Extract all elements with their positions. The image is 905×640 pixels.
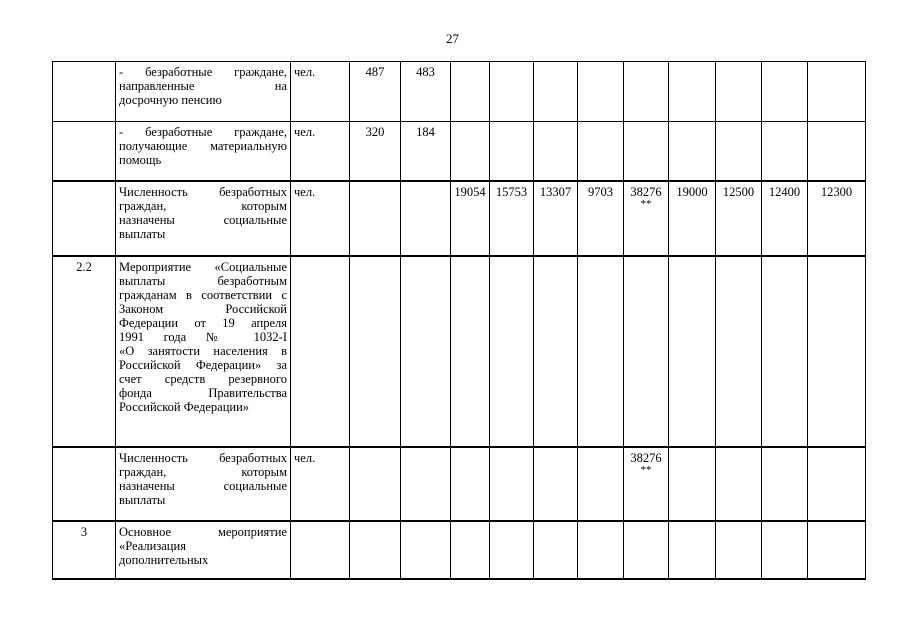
- value-cell: [624, 62, 669, 122]
- row-number-cell: 2.2: [53, 256, 116, 447]
- unit-cell: чел.: [291, 122, 350, 181]
- description-cell: [116, 62, 291, 122]
- value-text: 13307: [539, 184, 572, 199]
- description-line: назначены социальные: [119, 478, 287, 493]
- value-cell: [578, 62, 624, 122]
- row-number-cell: [53, 62, 116, 122]
- value-cell: [451, 181, 490, 256]
- value-cell: [401, 521, 451, 579]
- value-cell: [578, 181, 624, 256]
- description-line: «О занятости населения в: [119, 343, 287, 358]
- value-cell: [808, 62, 866, 122]
- value-cell: [762, 62, 808, 122]
- unit-cell: [291, 521, 350, 579]
- value-cell: [808, 521, 866, 579]
- description-line: гражданам в соответствии с: [119, 287, 287, 302]
- value-cell: [808, 122, 866, 181]
- value-text: 12400: [768, 184, 801, 199]
- description-line: - безработные граждане,: [119, 65, 287, 79]
- description-line: выплаты: [119, 492, 166, 507]
- value-text: 38276: [630, 184, 662, 199]
- program-table: [52, 61, 866, 580]
- description-line: Российской Федерации»: [119, 399, 250, 414]
- description-line: Законом Российской: [119, 301, 287, 316]
- value-cell: [451, 62, 490, 122]
- value-cell: [490, 62, 534, 122]
- value-cell: [451, 447, 490, 521]
- value-cell: [451, 122, 490, 181]
- description-line: Федерации от 19 апреля: [119, 315, 287, 330]
- value-cell: [350, 256, 401, 447]
- value-cell: [716, 521, 762, 579]
- description-line: выплаты: [119, 226, 166, 241]
- value-cell: [534, 256, 578, 447]
- description-line: выплаты безработным: [119, 273, 287, 288]
- description-line: «Реализация: [119, 538, 186, 553]
- description-cell: [116, 521, 291, 579]
- table-row: [53, 256, 866, 447]
- value-cell: [490, 521, 534, 579]
- value-cell: [350, 62, 401, 122]
- description-line: направленные на: [119, 79, 287, 93]
- value-cell: [762, 122, 808, 181]
- value-cell: [716, 447, 762, 521]
- value-cell: [534, 447, 578, 521]
- value-text: 184: [416, 125, 435, 139]
- value-cell: [534, 122, 578, 181]
- value-cell: [350, 447, 401, 521]
- value-text: 9703: [588, 184, 613, 199]
- table-row: [53, 181, 866, 256]
- description-line: дополнительных: [119, 552, 209, 567]
- value-cell: [401, 62, 451, 122]
- unit-cell: чел.: [291, 62, 350, 122]
- unit-cell: чел.: [291, 181, 350, 256]
- value-cell: [578, 447, 624, 521]
- description-cell: [116, 256, 291, 447]
- description-line: Мероприятие «Социальные: [119, 259, 287, 274]
- unit-cell: чел.: [291, 447, 350, 521]
- table-row: [53, 447, 866, 521]
- value-text: 320: [365, 125, 385, 139]
- value-cell: [401, 122, 451, 181]
- value-cell: [762, 447, 808, 521]
- value-cell: [451, 521, 490, 579]
- value-cell: [624, 181, 669, 256]
- value-cell: [534, 62, 578, 122]
- description-line: граждан, которым: [119, 464, 287, 479]
- value-cell: [401, 256, 451, 447]
- value-cell: [451, 256, 490, 447]
- unit-cell: [291, 256, 350, 447]
- value-text: 38276: [630, 450, 662, 465]
- description-line: - безработные граждане,: [119, 125, 287, 139]
- value-cell: [490, 256, 534, 447]
- row-number-cell: [53, 181, 116, 256]
- value-cell: [624, 256, 669, 447]
- description-line: фонда Правительства: [119, 385, 287, 400]
- description-line: назначены социальные: [119, 212, 287, 227]
- table-row: [53, 122, 866, 181]
- value-cell: [490, 447, 534, 521]
- value-cell: [669, 521, 716, 579]
- value-cell: [578, 256, 624, 447]
- value-cell: [669, 256, 716, 447]
- value-cell: [534, 521, 578, 579]
- value-cell: [808, 181, 866, 256]
- description-cell: [116, 122, 291, 181]
- value-cell: [578, 122, 624, 181]
- description-line: помощь: [119, 153, 162, 167]
- value-cell: [624, 521, 669, 579]
- table-body: [53, 62, 866, 579]
- description-cell: [116, 181, 291, 256]
- value-text: 483: [416, 65, 435, 79]
- value-cell: [669, 122, 716, 181]
- value-cell: [762, 181, 808, 256]
- value-text: 19054: [454, 184, 486, 199]
- description-cell: [116, 447, 291, 521]
- value-cell: [350, 122, 401, 181]
- value-cell: [716, 181, 762, 256]
- description-line: Численность безработных: [119, 450, 287, 465]
- description-line: граждан, которым: [119, 198, 287, 213]
- value-cell: [762, 256, 808, 447]
- value-cell: [669, 447, 716, 521]
- page-number: 27: [446, 31, 459, 46]
- value-text: 15753: [495, 184, 528, 199]
- value-text: 12500: [722, 184, 755, 199]
- description-line: счет средств резервного: [119, 371, 287, 386]
- value-cell: [808, 256, 866, 447]
- value-text: 19000: [676, 184, 708, 199]
- value-cell: [624, 447, 669, 521]
- value-cell: [401, 447, 451, 521]
- description-line: Основное мероприятие: [119, 524, 287, 539]
- value-cell: [578, 521, 624, 579]
- description-line: 1991 года № 1032-I: [119, 329, 287, 344]
- row-number-cell: [53, 447, 116, 521]
- value-cell: [669, 62, 716, 122]
- value-cell: [716, 122, 762, 181]
- description-line: получающие материальную: [119, 139, 287, 153]
- footnote-mark: **: [640, 197, 652, 210]
- footnote-mark: **: [640, 463, 652, 476]
- value-cell: [624, 122, 669, 181]
- row-number-cell: 3: [53, 521, 116, 579]
- value-cell: [762, 521, 808, 579]
- value-cell: [490, 122, 534, 181]
- value-cell: [350, 521, 401, 579]
- table-row: [53, 521, 866, 579]
- description-line: досрочную пенсию: [119, 93, 222, 107]
- value-cell: [350, 181, 401, 256]
- value-cell: [490, 181, 534, 256]
- value-text: 12300: [820, 184, 853, 199]
- description-line: Численность безработных: [119, 184, 287, 199]
- value-text: 487: [365, 65, 385, 79]
- description-line: Российской Федерации» за: [119, 357, 287, 372]
- table-row: [53, 62, 866, 122]
- value-cell: [401, 181, 451, 256]
- row-number-cell: [53, 122, 116, 181]
- value-cell: [716, 256, 762, 447]
- value-cell: [534, 181, 578, 256]
- value-cell: [808, 447, 866, 521]
- value-cell: [669, 181, 716, 256]
- value-cell: [716, 62, 762, 122]
